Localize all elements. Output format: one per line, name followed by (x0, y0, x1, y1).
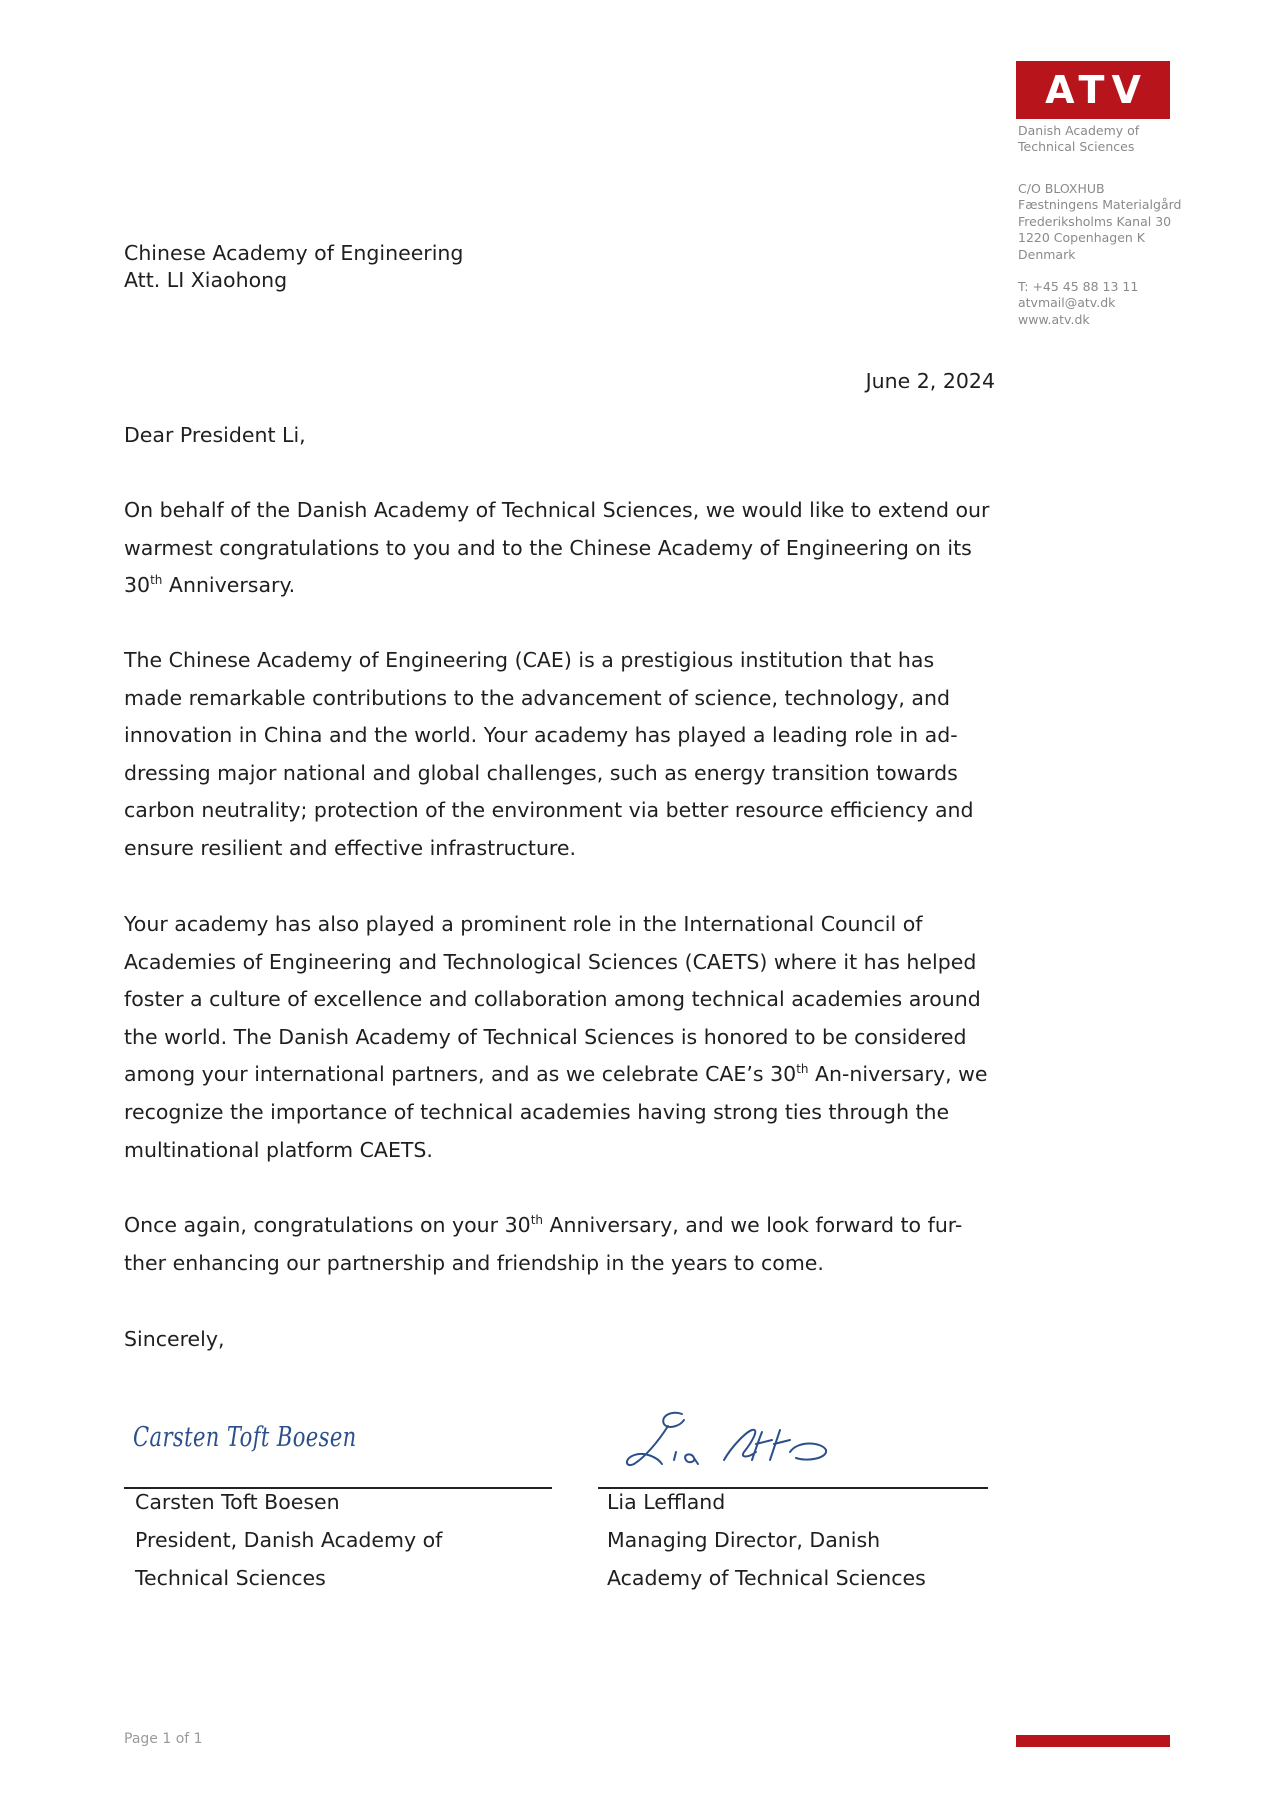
paragraph-text: An-niversary, we recognize the importance of technical academies having strong ties through the multinational platform CAETS. (124, 1062, 988, 1162)
address-line: Frederiksholms Kanal 30 (1018, 213, 1172, 229)
address-line: C/O BLOXHUB (1018, 181, 1105, 196)
signer-name: Carsten Toft Boesen (135, 1490, 340, 1514)
superscript: th (530, 1213, 544, 1228)
recipient-attention: Att. LI Xiaohong (124, 267, 288, 292)
superscript: th (796, 1062, 809, 1077)
org-line: Danish Academy of (1018, 123, 1140, 138)
paragraph-text: Once again, congratulations on your 30 (124, 1213, 531, 1237)
signer-title: President, Danish Academy of (135, 1528, 443, 1552)
paragraph-text: On behalf of the Danish Academy of Technical Sciences, we would like to extend our warmest congratulations to you and to the Chinese Academy of Engineering on its 30 (124, 498, 990, 598)
sender-org-name (1018, 123, 1139, 156)
body-paragraph-3 (124, 906, 994, 1169)
website-line: www.atv.dk (1018, 311, 1090, 327)
address-line: Denmark (1018, 246, 1076, 262)
paragraph-text: Anniversary. (162, 573, 296, 598)
logo-text: ATV (1045, 68, 1148, 112)
letter-date: June 2, 2024 (865, 369, 995, 393)
atv-logo (1016, 61, 1170, 119)
email-line: atvmail@atv.dk (1018, 295, 1116, 311)
sender-address (1018, 181, 1181, 263)
org-line: Technical Sciences (1018, 139, 1135, 155)
body-paragraph-4 (124, 1207, 994, 1282)
body-paragraph-2: The Chinese Academy of Engineering (CAE) is a prestigious institution that has made remarkable contributions to the advancement of science, technology, and innovation in China and the world. Your academy has played a leading role in ad-dressing major national and global challenges, such as energy transition towards carbon neutrality; protection of the environment via better resource efficiency and ensure resilient and effective infrastructure. (124, 648, 974, 860)
phone-line: T: +45 45 88 13 11 (1018, 279, 1139, 294)
address-line: 1220 Copenhagen K (1018, 230, 1146, 246)
paragraph-text: Your academy has also played a prominent role in the International Council of Academies of Engineering and Technological Sciences (CAETS) where it has helped foster a culture of excellence and collaboration among technical academies around the world. The Danish Academy of Technical Sciences is honored to be considered among your international partners, and as we celebrate CAE’s 30 (124, 912, 981, 1087)
signer-title: Managing Director, Danish (607, 1528, 881, 1552)
signer-title: Academy of Technical Sciences (607, 1566, 926, 1590)
signer-leffland (607, 1483, 987, 1597)
signature-boesen: Carsten Toft Boesen (133, 1422, 357, 1453)
recipient-block (124, 240, 463, 293)
paragraph-text: Anniversary, and we look forward to fur-ther enhancing our partnership and friendship in the years to come. (124, 1213, 963, 1275)
sender-contact (1018, 279, 1138, 328)
signer-title: Technical Sciences (135, 1566, 326, 1590)
signer-boesen (135, 1483, 555, 1597)
signature-leffland (612, 1402, 842, 1482)
page-number: Page 1 of 1 (124, 1731, 203, 1747)
superscript: th (150, 573, 163, 588)
footer-accent-bar (1016, 1735, 1170, 1747)
body-paragraph-1 (124, 492, 994, 605)
closing: Sincerely, (124, 1327, 225, 1351)
salutation: Dear President Li, (124, 423, 306, 447)
recipient-org: Chinese Academy of Engineering (124, 241, 464, 265)
address-line: Fæstningens Materialgård (1018, 197, 1182, 213)
signer-name: Lia Leffland (607, 1490, 726, 1514)
